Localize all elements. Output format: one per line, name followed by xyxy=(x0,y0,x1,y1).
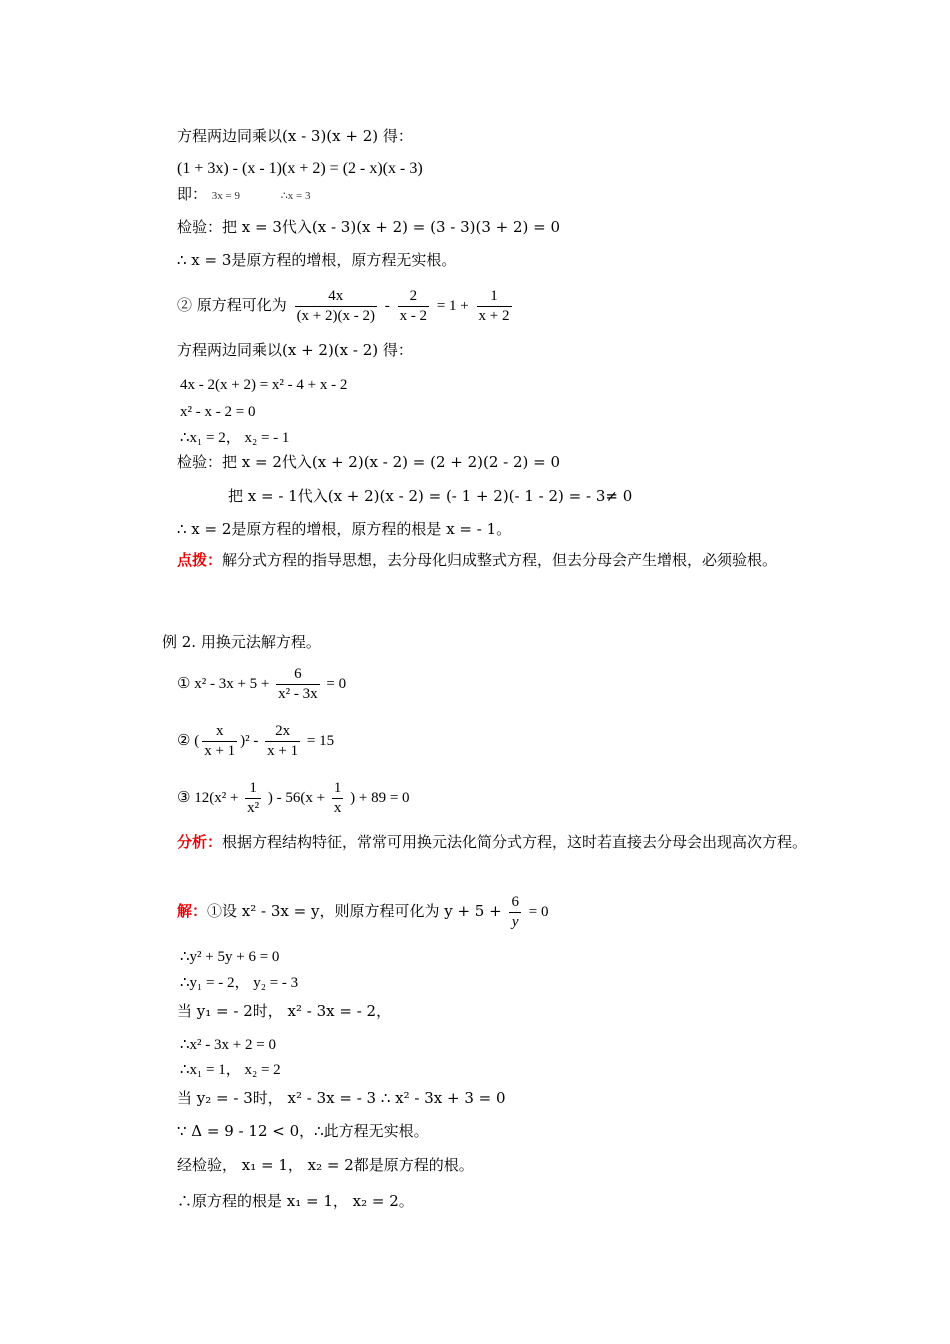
line-simplified-result: ∴x = 3 xyxy=(280,190,311,202)
solution-fraction-numerator: 6 xyxy=(509,893,521,913)
line-simplified-eq: 3x = 9 xyxy=(211,190,241,202)
fraction-4x-numerator: 4x xyxy=(295,287,377,307)
equation-1-fraction xyxy=(276,665,320,704)
line-check-2b: 把 x = - 1代入(x + 2)(x - 2) = (- 1 + 2)(- 1 - 2) = - 3≠ 0 xyxy=(228,487,633,505)
equation-2-tail: = 15 xyxy=(306,733,335,749)
equation-3-fraction-1-denominator: x² xyxy=(247,800,260,817)
equation-2-fraction-1 xyxy=(202,722,237,761)
equation-2-fraction-2-numerator: 2x xyxy=(265,722,300,742)
step-y-roots: ∴y₁ = - 2， y₂ = - 3 xyxy=(180,975,299,991)
fraction-2-numerator: 2 xyxy=(398,287,430,307)
line-check-2a: 检验：把 x = 2代入(x + 2)(x - 2) = (2 + 2)(2 - 2) = 0 xyxy=(177,453,561,471)
fraction-2-denominator: x - 2 xyxy=(399,307,428,324)
step-case-1-roots: ∴x₁ = 1， x₂ = 2 xyxy=(180,1062,281,1078)
equation-3-fraction-2-numerator: 1 xyxy=(332,779,344,799)
line-multiply-2: 方程两边同乘以(x + 2)(x - 2) 得： xyxy=(177,341,413,359)
fraction-2 xyxy=(398,287,430,326)
example-2-heading: 例 2. 用换元法解方程。 xyxy=(162,633,321,651)
equation-1-denominator: x² - 3x xyxy=(278,686,318,703)
rewrite-equals: = 1 + xyxy=(436,298,469,314)
equation-1 xyxy=(177,660,346,708)
equation-3-tail: ) + 89 = 0 xyxy=(350,790,410,806)
analysis-paragraph xyxy=(144,828,810,856)
line-expand-2: 4x - 2(x + 2) = x² - 4 + x - 2 xyxy=(180,377,348,393)
equation-2-fraction-1-denominator: x + 1 xyxy=(204,743,236,760)
equation-3 xyxy=(177,774,410,822)
solution-fraction-denominator: y xyxy=(511,913,519,930)
line-multiply-1: 方程两边同乘以(x - 3)(x + 2) 得： xyxy=(177,127,413,145)
equation-3-fraction-1 xyxy=(245,779,261,818)
equation-2 xyxy=(177,717,334,765)
equation-2-fraction-1-numerator: x xyxy=(202,722,237,742)
fraction-1 xyxy=(477,287,512,326)
step-discriminant: ∵ Δ = 9 - 12 < 0，∴此方程无实根。 xyxy=(177,1122,429,1140)
equation-2-fraction-2-denominator: x + 1 xyxy=(267,743,299,760)
line-conclusion-1: ∴ x = 3是原方程的增根，原方程无实根。 xyxy=(177,251,457,269)
equation-3-mid: ) - 56(x + xyxy=(267,790,326,806)
rewrite-minus: - xyxy=(384,298,390,314)
step-final: ∴原方程的根是 x₁ = 1， x₂ = 2。 xyxy=(177,1192,414,1210)
analysis-label: 分析： xyxy=(177,833,223,851)
equation-1-numerator: 6 xyxy=(276,665,320,685)
step-verify: 经检验， x₁ = 1， x₂ = 2都是原方程的根。 xyxy=(177,1156,474,1174)
line-roots-2: ∴x₁ = 2， x₂ = - 1 xyxy=(180,430,290,446)
step-case-1-equation: ∴x² - 3x + 2 = 0 xyxy=(180,1037,276,1053)
solution-line xyxy=(177,889,548,934)
equation-3-lead: ③ 12(x² + xyxy=(177,790,239,806)
fraction-4x xyxy=(295,287,377,326)
line-equation-expanded: (1 + 3x) - (x - 1)(x + 2) = (2 - x)(x - 3) xyxy=(177,160,423,177)
solution-tail: = 0 xyxy=(528,904,549,920)
tip-text: 解分式方程的指导思想，去分母化归成整式方程，但去分母会产生增根，必须验根。 xyxy=(222,551,778,569)
line-check-1: 检验：把 x = 3代入(x - 3)(x + 2) = (3 - 3)(3 + 2) = 0 xyxy=(177,218,561,236)
equation-3-fraction-1-numerator: 1 xyxy=(245,779,261,799)
analysis-text: 根据方程结构特征，常常可用换元法化简分式方程，这时若直接去分母会出现高次方程。 xyxy=(222,833,808,851)
tip-paragraph xyxy=(144,546,810,574)
tip-label: 点拨： xyxy=(177,551,223,569)
step-case-1: 当 y₁ = - 2时， x² - 3x = - 2， xyxy=(177,1002,392,1020)
line-simplified-label: 即： xyxy=(177,185,208,203)
equation-3-fraction-2 xyxy=(332,779,344,818)
solution-lead: ①设 x² - 3x = y，则原方程可化为 y + 5 + xyxy=(207,902,502,920)
equation-1-lead: ① x² - 3x + 5 + xyxy=(177,676,270,692)
equation-2-lead: ② ( xyxy=(177,733,200,749)
equation-3-fraction-2-denominator: x xyxy=(333,800,342,817)
solution-fraction xyxy=(509,893,521,932)
solution-label: 解： xyxy=(177,902,208,920)
fraction-1-numerator: 1 xyxy=(477,287,512,307)
equation-2-mid: )² - xyxy=(240,733,259,749)
line-rewrite-2 xyxy=(177,284,515,327)
line-quadratic: x² - x - 2 = 0 xyxy=(180,404,256,420)
step-substituted: ∴y² + 5y + 6 = 0 xyxy=(180,949,280,965)
equation-1-tail: = 0 xyxy=(326,676,347,692)
equation-2-fraction-2 xyxy=(265,722,300,761)
step-case-2: 当 y₂ = - 3时， x² - 3x = - 3 ∴ x² - 3x + 3 = 0 xyxy=(177,1089,506,1107)
fraction-1-denominator: x + 2 xyxy=(478,307,510,324)
line-simplified xyxy=(177,184,311,206)
fraction-4x-denominator: (x + 2)(x - 2) xyxy=(296,307,375,324)
rewrite-lead: ② 原方程可化为 xyxy=(177,296,287,314)
line-conclusion-2: ∴ x = 2是原方程的增根，原方程的根是 x = - 1。 xyxy=(177,520,512,538)
